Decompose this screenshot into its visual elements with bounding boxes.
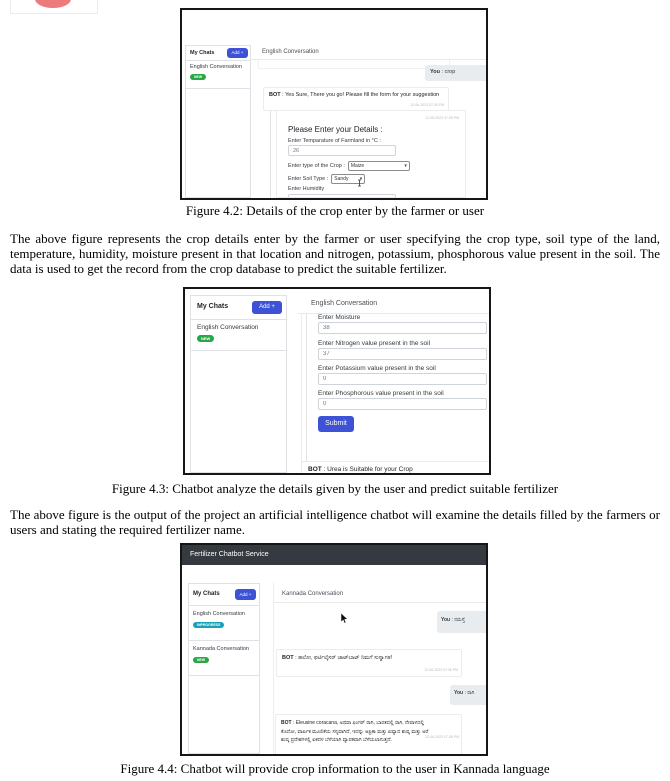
scrollbar[interactable]	[270, 110, 271, 198]
nitrogen-label: Enter Nitrogen value present in the soil	[318, 340, 431, 347]
chat-list-item-english[interactable]	[191, 320, 286, 351]
moisture-label: Enter Moisture	[318, 314, 361, 321]
chat-card-edge	[301, 313, 302, 462]
figure-4-4-screenshot	[180, 543, 488, 756]
crop-type-label: Enter type of the Crop :	[288, 163, 345, 169]
chat-item-label: English Conversation	[197, 324, 259, 331]
body-paragraph: The above figure is the output of the project an artificial intelligence chatbot will examine the details filled by the farmers or users and stating the required fertilizer name.	[10, 507, 660, 537]
nitrogen-input[interactable]	[318, 348, 487, 360]
my-chats-sidebar	[190, 295, 287, 473]
user-prefix: You	[430, 69, 440, 75]
soil-type-value: Sandy	[334, 176, 349, 182]
sidebar-header	[191, 296, 286, 320]
add-chat-button[interactable]: Add +	[227, 48, 248, 58]
scrollbar[interactable]	[306, 313, 307, 462]
timestamp: 12-06-2023 07:36 PM	[425, 735, 459, 739]
form-title: Please Enter your Details :	[288, 125, 383, 134]
submit-button[interactable]: Submit	[318, 416, 354, 432]
chevron-down-icon: ▾	[359, 176, 363, 182]
figure-4-3-screenshot	[183, 287, 491, 475]
user-message	[425, 65, 488, 81]
add-chat-button[interactable]: Add +	[235, 589, 256, 600]
timestamp: 12-06-2023 07:36 PM	[424, 667, 458, 672]
figure-caption: Figure 4.3: Chatbot analyze the details given by the user and predict suitable fertilizer	[111, 481, 559, 496]
soil-type-label: Enter Soil Type :	[288, 176, 329, 182]
conversation-title: English Conversation	[262, 49, 319, 55]
crop-type-select[interactable]	[348, 161, 410, 171]
new-badge: NEW	[197, 335, 214, 342]
chat-list-item-english[interactable]	[189, 606, 259, 641]
details-form	[276, 110, 466, 198]
temperature-input[interactable]	[288, 145, 396, 156]
mouse-cursor-icon	[340, 613, 348, 624]
figure-caption: Figure 4.4: Chatbot will provide crop information to the user in Kannada language	[120, 761, 550, 776]
conversation-title: English Conversation	[311, 300, 378, 307]
chevron-down-icon: ▾	[404, 163, 407, 169]
crop-type-value: Maize	[350, 163, 365, 169]
user-prefix: You	[441, 617, 451, 623]
figure-4-2-screenshot	[180, 8, 488, 200]
text-cursor-icon	[357, 179, 362, 187]
app-titlebar: Fertilizer Chatbot Service	[182, 545, 486, 565]
humidity-label: Enter Humidity	[288, 186, 325, 192]
bot-text: : Urea is Suitable for your Crop	[321, 466, 413, 473]
bot-result-message	[301, 461, 491, 475]
bot-message	[263, 87, 449, 111]
header-divider	[273, 602, 486, 603]
bot-message	[276, 649, 462, 677]
chat-list-item-english[interactable]	[186, 61, 250, 89]
user-text: : crop	[439, 69, 456, 75]
red-ellipse	[35, 0, 71, 8]
my-chats-title: My Chats	[193, 591, 220, 597]
body-paragraph: The above figure represents the crop details enter by the farmer or user specifying the crop type, soil type of the land, temperature, humidity, moisture present in that location and nitrogen, potassium, phosphorous value present in the soil. The data is used to get the record from the crop database to predict the suitable fertilizer.	[10, 231, 660, 276]
chat-list-item-kannada[interactable]	[189, 641, 259, 676]
user-message	[437, 611, 488, 633]
chat-card-edge	[273, 583, 274, 754]
chat-item-label: English Conversation	[190, 64, 242, 70]
user-prefix: You	[454, 690, 464, 696]
add-chat-button[interactable]: Add +	[252, 301, 282, 314]
bot-prefix: BOT	[269, 92, 281, 98]
temperature-label: Enter Temparature of Farmland in °C :	[288, 138, 381, 144]
my-chats-sidebar	[185, 45, 251, 198]
my-chats-sidebar	[188, 583, 260, 754]
user-message	[450, 685, 488, 705]
bot-prefix: BOT	[281, 720, 292, 726]
potassium-label: Enter Potassium value present in the soil	[318, 365, 436, 372]
sidebar-header	[186, 46, 250, 61]
bot-prefix: BOT	[282, 655, 294, 661]
bot-text: : Eleusine coracana, ಅಥವಾ ಫಿಂಗರ್ ರಾಗಿ, ಭಾರತದಲ್ಲಿ ರಾಗಿ, ನೇಪಾಳದಲ್ಲಿ ಕೊದೋ, ವಾರ್ಷಿಕ ಮೂಲಿಕೆಯ ಸಸ್ಯವಾಗಿದೆ, ಇದನ್ನು ಆಫ್ರಿಕಾ ಮತ್ತು ಏಷ್ಯಾದ ಶುಷ್ಕ ಮತ್ತು ಅರೆ ಶುಷ್ಕ ಪ್ರದೇಶಗಳಲ್ಲಿ ಏಕದಳ ಬೆಳೆಯಾಗಿ ವ್ಯಾಪಕವಾಗಿ ಬೆಳೆಯಲಾಗುತ್ತದೆ.	[281, 720, 429, 743]
timestamp: 12-06-2023 07:35 PM	[425, 116, 459, 120]
bot-prefix: BOT	[308, 466, 322, 473]
bot-text: : ಹಲೋ, ಫರ್ಟಿಲೈಸರ್ ಚಾಟ್‌ಬಾಟ್ ನಿಮಗೆ ಸುಸ್ವಾಗತ!	[293, 655, 393, 661]
clipped-top-card	[10, 0, 98, 14]
my-chats-title: My Chats	[190, 50, 215, 56]
conversation-title: Kannada Conversation	[282, 591, 344, 597]
clipped-previous-card	[258, 60, 450, 69]
user-text: : ರಾಗಿ	[463, 690, 475, 696]
inprogress-badge: INPROGRESS	[193, 622, 224, 628]
figure-caption: Figure 4.2: Details of the crop enter by the farmer or user	[185, 203, 485, 218]
user-text: : ನಮಸ್ತೆ	[450, 617, 466, 623]
moisture-input[interactable]	[318, 322, 487, 334]
new-badge: NEW	[193, 657, 209, 663]
humidity-input[interactable]	[288, 194, 396, 198]
sidebar-header	[189, 584, 259, 606]
phosphorous-input[interactable]	[318, 398, 487, 410]
new-badge: NEW	[190, 74, 206, 80]
chat-item-label: Kannada Conversation	[193, 646, 249, 652]
phosphorous-label: Enter Phosphorous value present in the soil	[318, 390, 444, 397]
bot-message	[275, 714, 462, 756]
my-chats-title: My Chats	[197, 303, 229, 310]
chat-item-label: English Conversation	[193, 611, 245, 617]
potassium-input[interactable]	[318, 373, 487, 385]
bot-text: : Yes Sure, There you go! Please fill the form for your suggestion	[280, 92, 440, 98]
timestamp: 12-06-2023 07:35 PM	[410, 102, 444, 107]
